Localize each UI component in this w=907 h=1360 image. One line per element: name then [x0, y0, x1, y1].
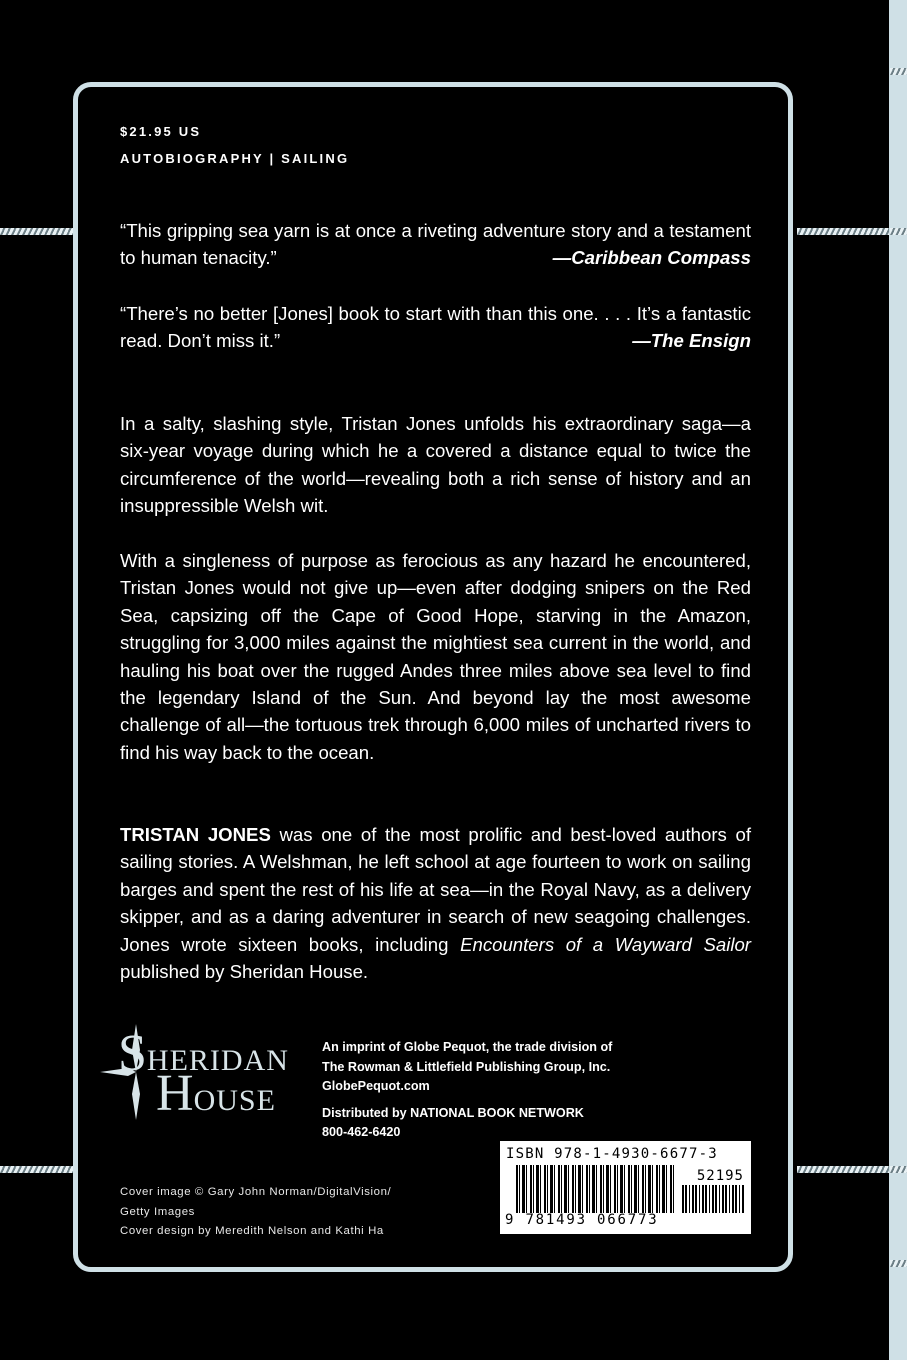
distributor-line: Distributed by NATIONAL BOOK NETWORK	[322, 1105, 584, 1120]
distributor-phone: 800-462-6420	[322, 1125, 401, 1139]
credits-line: Getty Images	[120, 1205, 195, 1218]
price-barcode-bars	[682, 1185, 744, 1213]
logo-word-ouse: OUSE	[193, 1084, 276, 1117]
review-quote-text: “This gripping sea yarn is at once a riveting adventure story and a testament to human tenacity.”	[120, 220, 751, 269]
imprint-line: An imprint of Globe Pequot, the trade division of	[322, 1040, 613, 1054]
credits-line: Cover image © Gary John Norman/DigitalVision/	[120, 1186, 392, 1198]
ean-barcode-bars	[516, 1165, 674, 1213]
logo-initial-h: H	[156, 1065, 194, 1122]
logo-initial-s: S	[118, 1025, 147, 1082]
bio-text-end: published by Sheridan House.	[120, 961, 369, 983]
review-quote-text: “There’s no better [Jones] book to start with than this one. . . . It’s a fantastic read. Don’t miss it.”	[120, 303, 751, 352]
category-label: AUTOBIOGRAPHY | SAILING	[120, 151, 350, 166]
imprint-info	[322, 1038, 612, 1143]
bio-book-title: Encounters of a Wayward Sailor	[460, 933, 751, 955]
price-label: $21.95 US	[120, 124, 202, 139]
rope-line	[890, 1260, 907, 1267]
rope-line	[890, 68, 907, 75]
ean-digits: 9 781493 066773	[505, 1212, 659, 1228]
price-code: 52195	[696, 1168, 744, 1184]
rope-line	[0, 1166, 74, 1173]
attribution-source: The Ensign	[650, 330, 751, 352]
spine-edge	[889, 0, 907, 1360]
bio-text: was one of the most prolific and best-loved authors of sailing stories. A Welshman, he left school at age fourteen to work on sailing barges and spent the rest of his life at sea—in the Royal Navy, as a delivery skipper, and as a daring adventurer in search of new seagoing challenges. Jones wrote sixteen books, including	[120, 824, 751, 955]
author-bio	[120, 821, 751, 985]
imprint-line: The Rowman & Littlefield Publishing Group, Inc.	[322, 1059, 611, 1074]
rope-line	[797, 1166, 889, 1173]
isbn-label: ISBN 978-1-4930-6677-3	[506, 1146, 718, 1162]
cover-credits	[120, 1183, 391, 1242]
review-quote-1	[120, 217, 751, 272]
review-quote-2	[120, 300, 751, 355]
description-paragraph-2: With a singleness of purpose as ferocious as any hazard he encountered, Tristan Jones would not give up—even after dodging snipers on the Red Sea, capsizing off the Cape of Good Hope, starving in the Amazon, struggling for 3,000 miles against the mightiest sea current in the world, and hauling his boat over the rugged Andes three miles above sea level to find the legendary Island of the Sun. And beyond lay the most awesome challenge of all—the tortuous trek through 6,000 miles of uncharted rivers to find his way back to the ocean.	[120, 550, 751, 763]
attribution-dash: —	[552, 247, 572, 269]
attribution-source: Caribbean Compass	[571, 247, 751, 269]
logo-word-heridan: HERIDAN	[146, 1044, 289, 1077]
rope-line	[890, 228, 907, 235]
rope-line	[797, 228, 889, 235]
description-paragraph-1: In a salty, slashing style, Tristan Jones unfolds his extraordinary saga—a six-year voyage during which he a covered a distance equal to twice the circumference of the world—revealing both a rich sense of history and an insuppressible Welsh wit.	[120, 413, 751, 517]
isbn-barcode	[500, 1141, 751, 1234]
credits-line: Cover design by Meredith Nelson and Kathi Ha	[120, 1225, 384, 1237]
author-name: TRISTAN JONES	[120, 824, 271, 845]
rope-line	[890, 1166, 907, 1173]
rope-line	[0, 228, 74, 235]
sheridan-house-logo	[98, 1020, 313, 1125]
attribution-dash: —	[632, 330, 651, 352]
imprint-website: GlobePequot.com	[322, 1079, 430, 1093]
